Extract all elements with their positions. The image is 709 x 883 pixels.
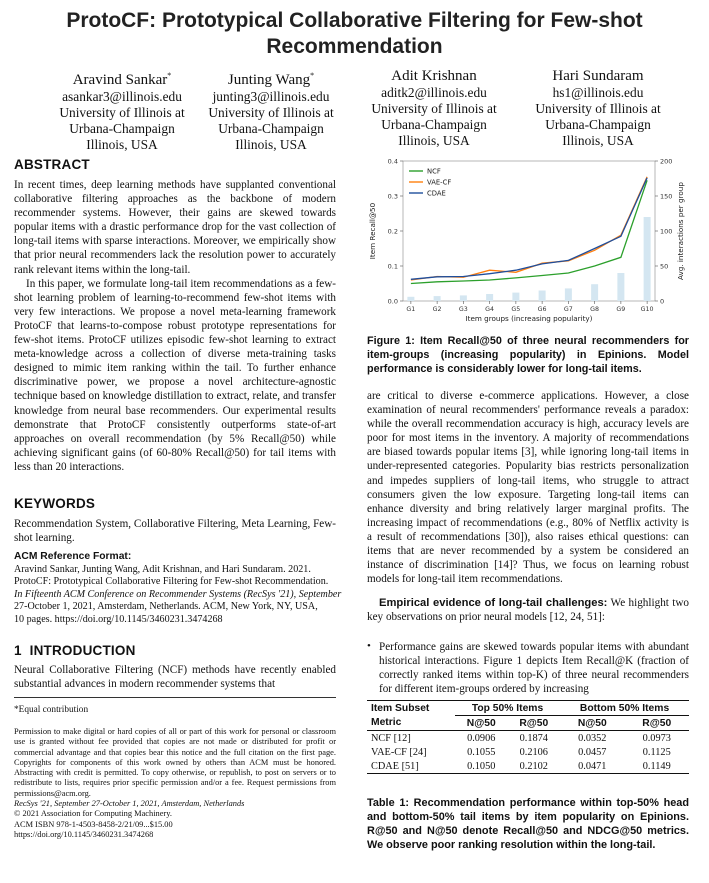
figure-1-chart [367, 155, 689, 330]
table-header: R@50 [642, 717, 672, 729]
bar-interactions [460, 295, 467, 301]
keywords-heading: KEYWORDS [14, 496, 96, 511]
isbn-line: ACM ISBN 978-1-4503-8458-2/21/09...$15.00 [14, 819, 173, 829]
author-block [37, 67, 207, 153]
keywords-text: Recommendation System, Collaborative Filtering, Meta Learning, Few-shot learning. [14, 518, 336, 545]
author-name: Aravind Sankar [72, 72, 168, 88]
table-cell: 0.0973 [642, 732, 671, 744]
author-email: junting3@illinois.edu [212, 89, 330, 104]
table-header: N@50 [466, 717, 496, 729]
author-block [513, 67, 683, 149]
permission-text: Permission to make digital or hard copies of all or part of this work for personal or classroom use is granted without fee provided that copies are not made or distributed for profit or commercial advantage and that copies bear this notice and the full citation on the first page. Copyrights for components of this work owned by others than ACM must be honored. Abstracting with credit is permitted. To copy otherwise, or republish, to post on servers or to redistribute to lists, requires prior specific permission and/or a fee. Request permissions from permissions@acm.org. [14, 727, 336, 798]
conference-line: RecSys '21, September 27-October 1, 2021, Amsterdam, Netherlands [14, 799, 245, 809]
table-cell: 0.0457 [578, 746, 607, 758]
y-tick-label: 0.4 [387, 157, 398, 166]
table-cell: CDAE [51] [371, 760, 419, 772]
bar-interactions [565, 288, 572, 301]
y2-axis-label: Avg. interactions per group [676, 182, 685, 280]
author-affiliation: University of Illinois at [59, 105, 185, 120]
table-1-caption: Table 1: Recommendation performance within top-50% head and bottom-50% tail items by item popularity on Epinions. R@50 and N@50 denote Recall@50 and NDCG@50 metrics. We observe poor ranking resolution within the long-tail. [367, 797, 689, 851]
bar-interactions [539, 291, 546, 302]
acm-reference-line: In Fifteenth ACM Conference on Recommender Systems (RecSys '21), September [14, 588, 342, 600]
x-tick-label: G5 [511, 306, 521, 313]
table-cell: 0.0352 [578, 732, 607, 744]
author-email: asankar3@illinois.edu [62, 89, 182, 104]
author-name: Adit Krishnan [391, 68, 477, 84]
x-tick-label: G8 [590, 306, 600, 313]
bullet-paragraph: Performance gains are skewed towards popular items with abundant historical interactions. Figure 1 depicts Item Recall@K (fraction of correctly ranked items within top-K) of three neural recommenders for different item-groups ordered by increasing [379, 641, 689, 696]
table-cell: 0.0471 [578, 760, 607, 772]
x-tick-label: G1 [406, 306, 416, 313]
author-location: Illinois, USA [398, 133, 470, 148]
bar-interactions [617, 273, 624, 301]
acm-reference-line: Aravind Sankar, Junting Wang, Adit Krishnan, and Hari Sundaram. 2021. [14, 563, 311, 575]
author-location: Illinois, USA [562, 133, 634, 148]
y-tick-label: 0.0 [387, 297, 398, 306]
y2-tick-label: 150 [660, 192, 673, 201]
paper-title: ProtoCF: Prototypical Collaborative Filtering for Few-shot Recommendation [66, 9, 643, 58]
y2-tick-label: 100 [660, 227, 673, 236]
table-cell: 0.1874 [519, 732, 548, 744]
table-header: Item Subset [371, 702, 430, 714]
doi-line: https://doi.org/10.1145/3460231.3474268 [14, 829, 154, 839]
y2-tick-label: 50 [660, 262, 669, 271]
table-header: Bottom 50% Items [560, 701, 689, 716]
copyright-line: © 2021 Association for Computing Machinery. [14, 809, 172, 819]
y2-tick-label: 200 [660, 157, 673, 166]
bar-interactions [486, 294, 493, 301]
author-affiliation: Urbana-Champaign [69, 121, 175, 136]
author-affiliation: University of Illinois at [535, 101, 661, 116]
x-tick-label: G3 [458, 306, 468, 313]
bar-interactions [407, 297, 414, 301]
footnote-rule [14, 697, 336, 698]
evidence-heading: Empirical evidence of long-tail challenges: [379, 597, 608, 609]
author-mark: * [167, 71, 172, 80]
acm-reference [14, 551, 344, 627]
series-line [411, 177, 647, 280]
bullet-marker: • [367, 640, 371, 652]
author-email: hs1@illinois.edu [552, 85, 644, 100]
acm-reference-line: 27-October 1, 2021, Amsterdam, Netherlands. ACM, New York, NY, USA, [14, 601, 318, 613]
legend-label: NCF [427, 167, 441, 176]
bar-interactions [644, 217, 651, 301]
x-tick-label: G7 [563, 306, 573, 313]
author-affiliation: Urbana-Champaign [218, 121, 324, 136]
acm-reference-heading: ACM Reference Format: [14, 551, 132, 562]
author-name: Hari Sundaram [552, 68, 644, 84]
body-paragraph: are critical to diverse e-commerce applications. However, a close examination of neural recommenders' performance reveals a paradox: while the overall recommendation accuracy is high, accuracy levels are poor for most items in the inventory. A majority of recommendations are biased towards popular items [3], while ignoring long-tail items in under-represented categories. Popularity bias restricts personalization and impedes suppliers of long-tail items, who struggle to attract consumers given the low exposure. Targeting long-tail items can enhance diversity and bring relatively larger marginal profits. The increasing impact of recommendations (e.g., 80% of Netflix activity is a result of recommendations [30]), also raises ethical questions: can items that are never recommended by a system be considered an instance of discrimination [14]? Thus, we focus on learning robust models for long-tail item recommendations. [367, 390, 689, 586]
x-tick-label: G4 [485, 306, 495, 313]
introduction-heading [14, 643, 136, 658]
table-1 [367, 700, 689, 774]
bar-interactions [512, 293, 519, 301]
table-row [367, 731, 689, 746]
footnote: *Equal contribution [14, 705, 89, 715]
x-tick-label: G10 [640, 306, 654, 313]
figure-1-caption: Figure 1: Item Recall@50 of three neural recommenders for item-groups (increasing popularity) in Epinions. Model performance is considerably lower for long-tail items. [367, 335, 689, 375]
table-cell: 0.1149 [642, 760, 671, 772]
intro-paragraph: Neural Collaborative Filtering (NCF) methods have recently enabled substantial advances in modern recommender systems that [14, 664, 336, 691]
section-title: INTRODUCTION [29, 643, 136, 658]
author-email: aditk2@illinois.edu [381, 85, 487, 100]
author-name: Junting Wang [227, 72, 311, 88]
results-table [367, 701, 689, 774]
x-axis-label: Item groups (increasing popularity) [465, 314, 593, 323]
table-header: Metric [371, 717, 402, 729]
author-location: Illinois, USA [235, 137, 307, 152]
table-row [367, 745, 689, 759]
abstract-heading: ABSTRACT [14, 157, 90, 172]
table-cell: 0.1125 [642, 746, 671, 758]
table-header: N@50 [577, 717, 607, 729]
bar-interactions [591, 284, 598, 301]
author-affiliation: Urbana-Champaign [381, 117, 487, 132]
legend-label: VAE-CF [427, 178, 452, 187]
table-header: Top 50% Items [455, 701, 560, 716]
bar-interactions [434, 296, 441, 301]
acm-reference-line: ProtoCF: Prototypical Collaborative Filtering for Few-shot Recommendation. [14, 576, 329, 588]
table-cell: 0.2102 [519, 760, 548, 772]
y2-tick-label: 0 [660, 297, 665, 306]
series-line [411, 178, 647, 279]
acm-reference-line: 10 pages. https://doi.org/10.1145/3460231.3474268 [14, 613, 223, 625]
y-tick-label: 0.2 [387, 227, 398, 236]
abstract-paragraph: In recent times, deep learning methods have supplanted conventional collaborative filtering approaches as the backbone of modern recommender systems. However, their gains are skewed towards popular items with a drastic performance drop for the vast collection of long-tail items with sparse interactions. Moreover, we empirically show that prior neural recommenders lack the resolution power to accurately rank relevant items within the long-tail. [14, 179, 336, 276]
section-number: 1 [14, 643, 22, 658]
table-cell: 0.0906 [467, 732, 496, 744]
author-affiliation: Urbana-Champaign [545, 117, 651, 132]
table-header: R@50 [519, 717, 549, 729]
abstract-paragraph: In this paper, we formulate long-tail item recommendations as a few-shot learning problem of learning-to-recommend few-shot items with very few interactions. We propose a novel meta-learning framework ProtoCF that learns-to-compose robust prototype representations for few-shot items. ProtoCF utilizes episodic few-shot learning to extract meta-knowledge across a collection of diverse meta-training tasks designed to mimic item ranking within the tail. To further enhance discriminative power, we propose a novel architecture-agnostic technique based on knowledge distillation to extract, relate, and transfer knowledge from neural base recommenders. Our experimental results demonstrate that ProtoCF consistently outperforms state-of-art approaches on overall recommendation (by 5% Recall@50) while achieving significant gains (of 60-80% Recall@50) for tail items with less than 20 interactions. [14, 277, 336, 473]
y-tick-label: 0.3 [387, 192, 398, 201]
table-cell: 0.2106 [519, 746, 548, 758]
x-tick-label: G9 [616, 306, 626, 313]
table-cell: VAE-CF [24] [371, 746, 427, 758]
author-affiliation: University of Illinois at [371, 101, 497, 116]
evidence-text: We highlight two key observations on prior neural models [12, 24, 51]: [367, 597, 690, 624]
body-paragraph [367, 596, 689, 624]
author-location: Illinois, USA [86, 137, 158, 152]
author-affiliation: University of Illinois at [208, 105, 334, 120]
table-cell: NCF [12] [371, 732, 411, 744]
y-axis-label: Item Recall@50 [368, 202, 377, 260]
legend-label: CDAE [427, 189, 446, 198]
table-row [367, 759, 689, 774]
author-block [349, 67, 519, 149]
permission-block [14, 727, 336, 840]
table-cell: 0.1055 [467, 746, 496, 758]
author-block [186, 67, 356, 153]
author-mark: * [310, 71, 315, 80]
table-cell: 0.1050 [467, 760, 496, 772]
abstract-body [14, 178, 336, 474]
x-tick-label: G2 [432, 306, 442, 313]
y-tick-label: 0.1 [387, 262, 398, 271]
x-tick-label: G6 [537, 306, 547, 313]
